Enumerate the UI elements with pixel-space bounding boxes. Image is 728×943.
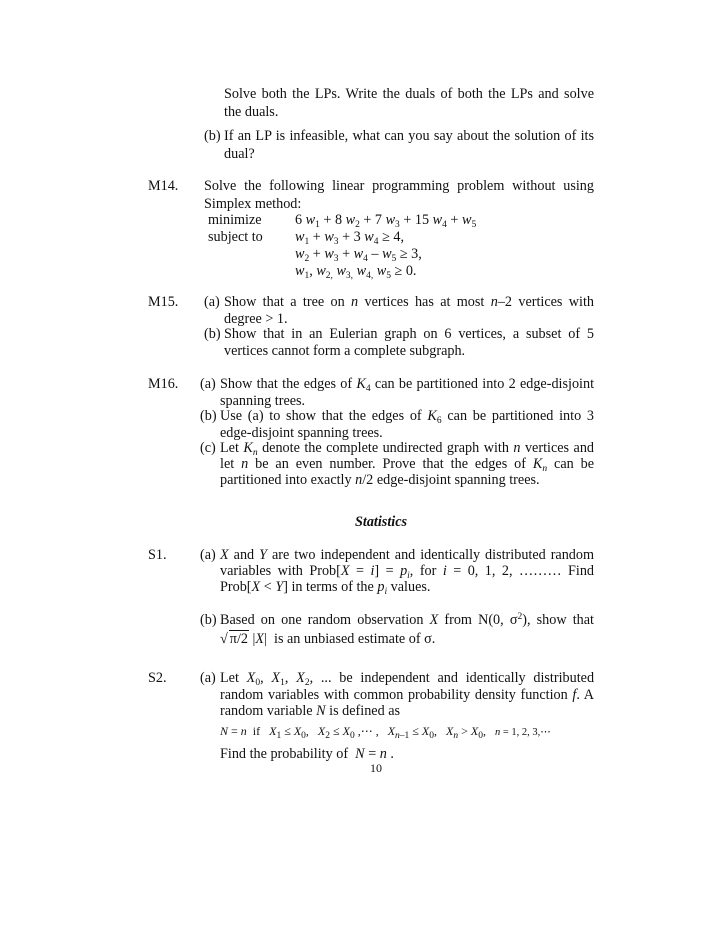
s1-a-line2: variables with Prob[X = $i] = p_i$, for i = 0, 1, 2, ……… Find bbox=[220, 563, 595, 581]
m13-b-line2: dual? bbox=[224, 146, 255, 162]
m16-label: M16. bbox=[148, 376, 179, 392]
section-title-statistics: Statistics bbox=[355, 514, 408, 530]
m13-continuation-line1: Solve both the LPs. Write the duals of both the LPs and solve bbox=[224, 86, 594, 102]
m16-b-line1: Use (a) to show that the edges of $K_6$ can be partitioned into 3 bbox=[220, 408, 594, 426]
m14-line1: Solve the following linear programming problem without using bbox=[204, 178, 594, 194]
s2-a-line3: random variable N is defined as bbox=[220, 703, 401, 719]
m15-b-line1: Show that in an Eulerian graph on 6 vertices, a subset of 5 bbox=[224, 326, 594, 342]
m15-a-label: (a) bbox=[204, 294, 220, 310]
m14-objective: 6 $w_1 + 8$ $w_2 + 7$ $w_3 + 15$ $w_4 + w_5$ bbox=[295, 212, 477, 230]
m16-c-line1: Let $K_n$ denote the complete undirected graph with n vertices and bbox=[220, 440, 595, 458]
m16-b-label: (b) bbox=[200, 408, 217, 424]
m15-b-label: (b) bbox=[204, 326, 221, 342]
page-number: 10 bbox=[370, 761, 382, 775]
s1-label: S1. bbox=[148, 547, 167, 563]
s1-b-line2: √ π/2 |X| is an unbiased estimate of σ. bbox=[220, 631, 436, 647]
m16-c-label: (c) bbox=[200, 440, 216, 456]
s2-label: S2. bbox=[148, 670, 167, 686]
m16-b-line2: edge-disjoint spanning trees. bbox=[220, 425, 383, 441]
m16-a-label: (a) bbox=[200, 376, 216, 392]
s2-a-label: (a) bbox=[200, 670, 216, 686]
m16-a-line2: spanning trees. bbox=[220, 393, 306, 409]
m14-line2: Simplex method: bbox=[204, 196, 302, 212]
m16-c-line2: let n be an even number. Prove that the edges of $K_n$ can be bbox=[220, 456, 595, 474]
s2-a-line1: Let $X_0$, $X_1$, $X_2$, ... be independent and identically distributed bbox=[220, 670, 595, 688]
m15-b-line2: vertices cannot form a complete subgraph. bbox=[224, 343, 466, 359]
m14-subject-to-label: subject to bbox=[208, 229, 263, 245]
m16-c-line3: partitioned into exactly n/2 edge-disjoint spanning trees. bbox=[220, 472, 540, 488]
s1-b-line1: Based on one random observation X from N(0, $\sigma^2$), show that bbox=[220, 612, 595, 628]
m13-b-label: (b) bbox=[204, 128, 221, 144]
m15-a-line1: Show that a tree on n vertices has at most n–2 vertices with bbox=[224, 294, 595, 310]
s1-a-line3: Prob[X < Y] in terms of the $p_i$ values. bbox=[220, 579, 431, 597]
m14-constraint2: $w_2 + w_3 + w_4 - w_5 \ge 3$, bbox=[295, 246, 422, 264]
m15-label: M15. bbox=[148, 294, 179, 310]
m13-continuation-line2: the duals. bbox=[224, 104, 279, 120]
m14-label: M14. bbox=[148, 178, 179, 194]
s2-definition-equation: N = n if $X_1 \le X_0$, $X_2 \le X_0$ ,⋯ , $X_{n-1} \le X_0$, $X_n > X_0$, n = 1, 2, 3,⋯ bbox=[220, 724, 551, 741]
s2-a-line2: random variables with common probability density function f. A bbox=[220, 687, 594, 703]
m16-a-line1: Show that the edges of $K_4$ can be partitioned into 2 edge-disjoint bbox=[220, 376, 595, 394]
m13-b-line1: If an LP is infeasible, what can you say about the solution of its bbox=[224, 128, 594, 144]
m14-constraint3: $w_1$, $w_{2,}$ $w_{3,}$ $w_{4,}$ $w_5 \ge 0$. bbox=[295, 263, 417, 281]
m15-a-line2: degree > 1. bbox=[224, 311, 288, 327]
s1-a-label: (a) bbox=[200, 547, 216, 563]
s2-find-probability: Find the probability of N = n . bbox=[220, 746, 394, 762]
m14-constraint1: $w_1 + w_3 + 3$ $w_4 \ge 4$, bbox=[295, 229, 405, 247]
m14-minimize-label: minimize bbox=[208, 212, 262, 228]
s1-a-line1: X and Y are two independent and identically distributed random bbox=[220, 547, 595, 563]
s1-b-label: (b) bbox=[200, 612, 217, 628]
